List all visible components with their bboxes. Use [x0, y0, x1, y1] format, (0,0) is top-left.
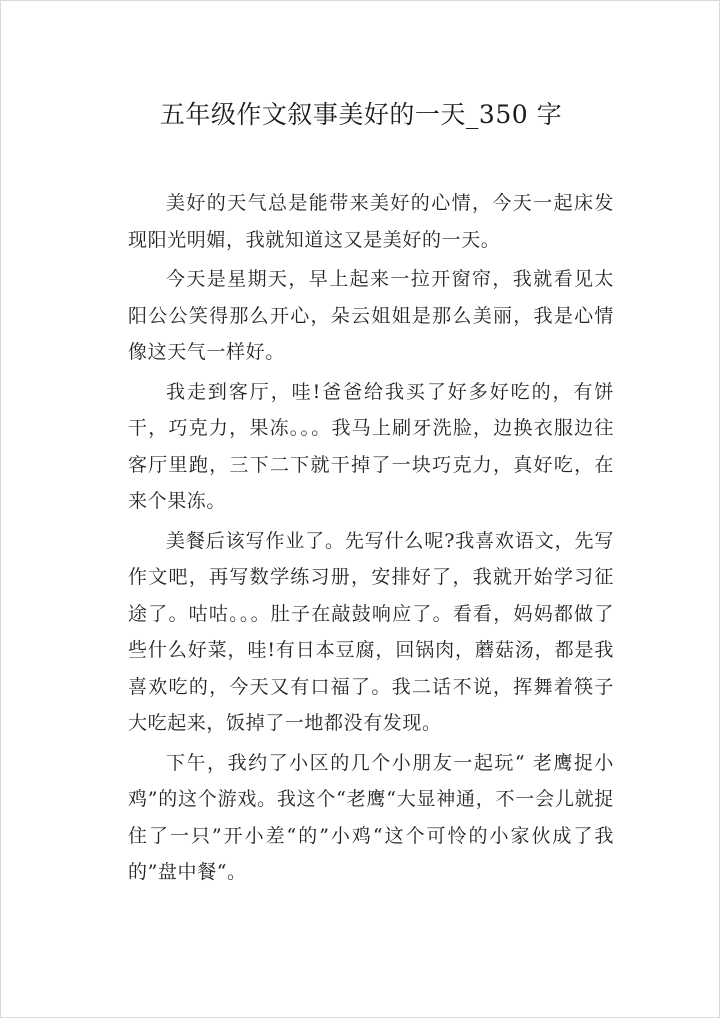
paragraph-4: 美餐后该写作业了。先写什么呢?我喜欢语文，先写作文吧，再写数学练习册，安排好了，我就开始学习征途了。咕咕。。。肚子在敲鼓响应了。看看，妈妈都做了些什么好菜，哇!有日本豆腐，回锅肉，蘑菇汤，都是我喜欢吃的，今天又有口福了。我二话不说，挥舞着筷子大吃起来，饭掉了一地都没有发现。	[128, 529, 614, 734]
paragraph-3: 我走到客厅，哇!爸爸给我买了好多好吃的，有饼干，巧克力，果冻。。。我马上刷牙洗脸，边换衣服边往客厅里跑，三下二下就干掉了一块巧克力，真好吃，在来个果冻。	[128, 380, 614, 512]
paragraph-5: 下午，我约了小区的几个小朋友一起玩“ 老鹰捉小鸡”的这个游戏。我这个“老鹰“大显神通，不一会儿就捉住了一只”开小差“的”小鸡“这个可怜的小家伙成了我的”盘中餐“。	[128, 751, 614, 883]
paragraph-2: 今天是星期天，早上起来一拉开窗帘，我就看见太阳公公笑得那么开心，朵云姐姐是那么美丽，我是心情像这天气一样好。	[128, 268, 614, 363]
document-body	[128, 185, 614, 894]
paragraph-1: 美好的天气总是能带来美好的心情，今天一起床发现阳光明媚，我就知道这又是美好的一天。	[128, 192, 614, 251]
document-title: 五年级作文叙事美好的一天_350 字	[159, 100, 563, 129]
